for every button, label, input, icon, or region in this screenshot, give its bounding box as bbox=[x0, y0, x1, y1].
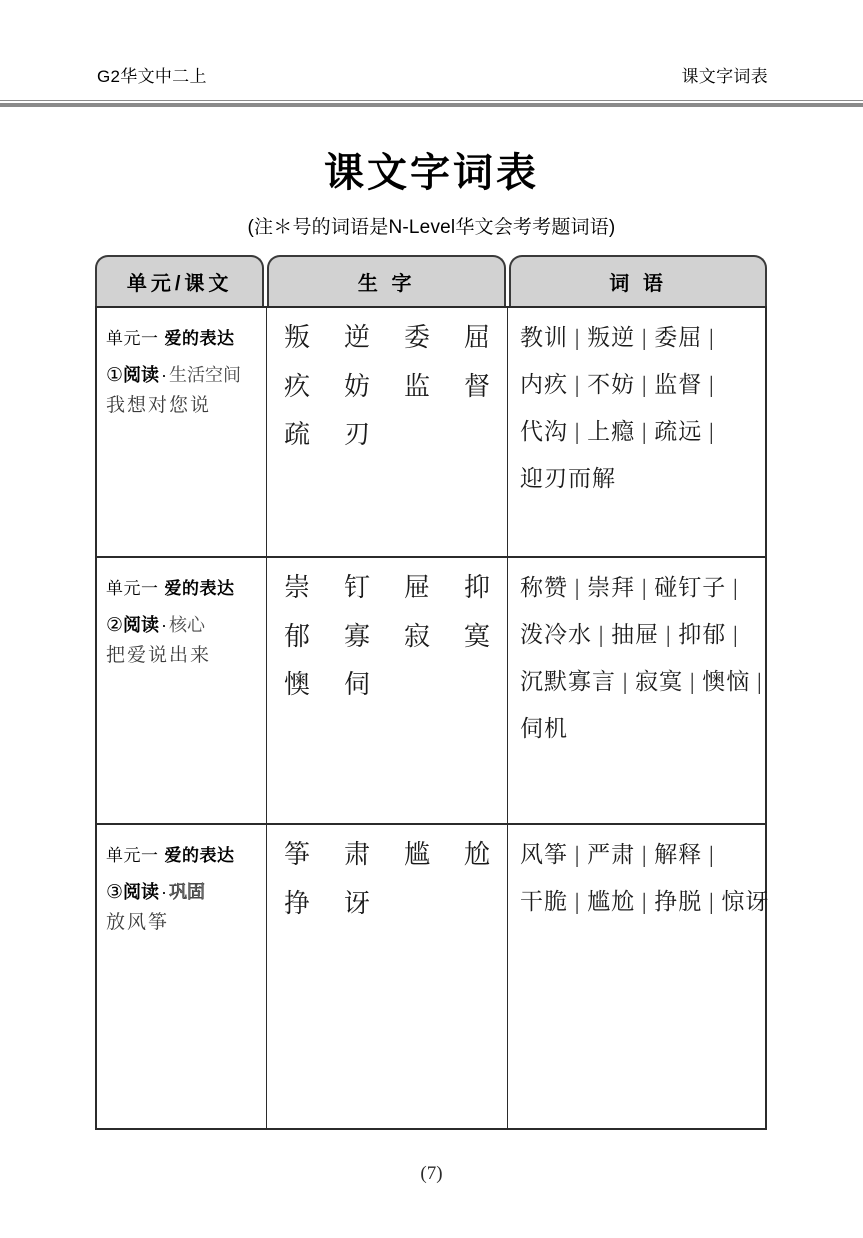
separator-dot: · bbox=[161, 881, 168, 902]
unit-name-label: 爱的表达 bbox=[164, 846, 235, 865]
column-header-unit: 单元/课文 bbox=[95, 255, 264, 306]
unit-title bbox=[106, 326, 266, 352]
word-line: 风筝 | 严肃 | 解释 | bbox=[520, 842, 715, 867]
character: 妨 bbox=[343, 371, 370, 401]
word-line: 伺机 bbox=[520, 716, 568, 741]
character-grid bbox=[267, 841, 507, 918]
cell-characters bbox=[267, 825, 508, 1128]
page-title: 课文字词表 bbox=[324, 151, 539, 195]
word-line: 内疚 | 不妨 | 监督 | bbox=[520, 372, 715, 397]
header-right-text: 课文字词表 bbox=[681, 67, 768, 86]
word-line: 干脆 | 尴尬 | 挣脱 | 惊讶 bbox=[520, 889, 770, 914]
section-label: 巩固 bbox=[169, 881, 206, 902]
word-line: 教训 | 叛逆 | 委屈 | bbox=[520, 325, 715, 350]
character: 刃 bbox=[343, 420, 370, 450]
cell-unit bbox=[97, 558, 267, 823]
cell-unit bbox=[97, 308, 267, 556]
lesson-title: 放风筝 bbox=[106, 912, 170, 934]
character: 郁 bbox=[283, 621, 310, 651]
vocabulary-table bbox=[95, 255, 770, 1130]
cell-words bbox=[508, 825, 770, 1128]
section-label: 核心 bbox=[169, 614, 206, 635]
character: 寂 bbox=[403, 621, 430, 651]
lesson-section bbox=[106, 880, 266, 906]
lesson-section bbox=[106, 613, 266, 639]
cell-words bbox=[508, 558, 765, 823]
cell-words bbox=[508, 308, 765, 556]
character: 伺 bbox=[343, 670, 370, 700]
character: 筝 bbox=[283, 840, 310, 869]
lesson-number-icon: ① bbox=[106, 364, 124, 386]
page-number: (7) bbox=[420, 1163, 443, 1184]
word-line: 迎刃而解 bbox=[520, 466, 616, 491]
cell-characters bbox=[267, 308, 508, 556]
unit-number-label: 单元一 bbox=[106, 846, 159, 865]
character: 寞 bbox=[463, 621, 490, 651]
column-header-characters: 生 字 bbox=[267, 255, 506, 306]
unit-name-label: 爱的表达 bbox=[164, 579, 235, 598]
unit-title bbox=[106, 843, 266, 869]
character: 疏 bbox=[283, 420, 310, 450]
character-grid bbox=[267, 574, 507, 700]
reading-label: 阅读 bbox=[123, 614, 160, 635]
character: 监 bbox=[403, 371, 430, 401]
character: 叛 bbox=[283, 323, 310, 352]
cell-unit bbox=[97, 825, 267, 1128]
word-line: 代沟 | 上瘾 | 疏远 | bbox=[520, 419, 715, 444]
page-header bbox=[0, 62, 863, 96]
header-divider-rule bbox=[0, 100, 863, 107]
character: 崇 bbox=[283, 573, 310, 602]
header-rule-thick bbox=[0, 103, 863, 107]
character: 屉 bbox=[403, 573, 430, 602]
character: 尬 bbox=[463, 840, 490, 869]
unit-number-label: 单元一 bbox=[106, 329, 159, 348]
character: 挣 bbox=[283, 888, 310, 918]
word-line: 沉默寡言 | 寂寞 | 懊恼 | bbox=[520, 669, 763, 694]
table-body bbox=[95, 306, 770, 1130]
unit-name-label: 爱的表达 bbox=[164, 329, 235, 348]
table-row bbox=[97, 558, 765, 825]
character: 疚 bbox=[283, 371, 310, 401]
character: 钉 bbox=[343, 573, 370, 602]
separator-dot: · bbox=[161, 364, 168, 385]
character: 讶 bbox=[343, 888, 370, 918]
character: 屈 bbox=[463, 323, 490, 352]
character: 寡 bbox=[343, 621, 370, 651]
character: 懊 bbox=[283, 670, 310, 700]
character: 肃 bbox=[343, 840, 370, 869]
separator-dot: · bbox=[161, 614, 168, 635]
word-line: 称赞 | 崇拜 | 碰钉子 | bbox=[520, 575, 739, 600]
reading-label: 阅读 bbox=[123, 881, 160, 902]
unit-title bbox=[106, 576, 266, 602]
character-grid bbox=[267, 324, 507, 450]
cell-characters bbox=[267, 558, 508, 823]
reading-label: 阅读 bbox=[123, 364, 160, 385]
header-rule-thin bbox=[0, 100, 863, 101]
character: 抑 bbox=[463, 573, 490, 602]
character: 逆 bbox=[343, 323, 370, 352]
character: 委 bbox=[403, 323, 430, 352]
lesson-title: 把爱说出来 bbox=[106, 645, 212, 667]
page-subtitle: (注＊号的词语是N-Level华文会考考题词语) bbox=[247, 217, 616, 238]
column-header-words: 词 语 bbox=[509, 255, 767, 306]
lesson-number-icon: ② bbox=[106, 614, 124, 636]
lesson-title: 我想对您说 bbox=[106, 395, 212, 417]
table-row bbox=[97, 825, 770, 1128]
header-left-text: G2华文中二上 bbox=[97, 67, 207, 86]
lesson-section bbox=[106, 363, 266, 389]
section-label: 生活空间 bbox=[169, 364, 242, 385]
character: 尴 bbox=[403, 840, 430, 869]
unit-number-label: 单元一 bbox=[106, 579, 159, 598]
character: 督 bbox=[463, 371, 490, 401]
table-row bbox=[97, 308, 765, 558]
word-line: 泼冷水 | 抽屉 | 抑郁 | bbox=[520, 622, 739, 647]
table-header-row bbox=[95, 255, 767, 306]
lesson-number-icon: ③ bbox=[106, 881, 124, 903]
